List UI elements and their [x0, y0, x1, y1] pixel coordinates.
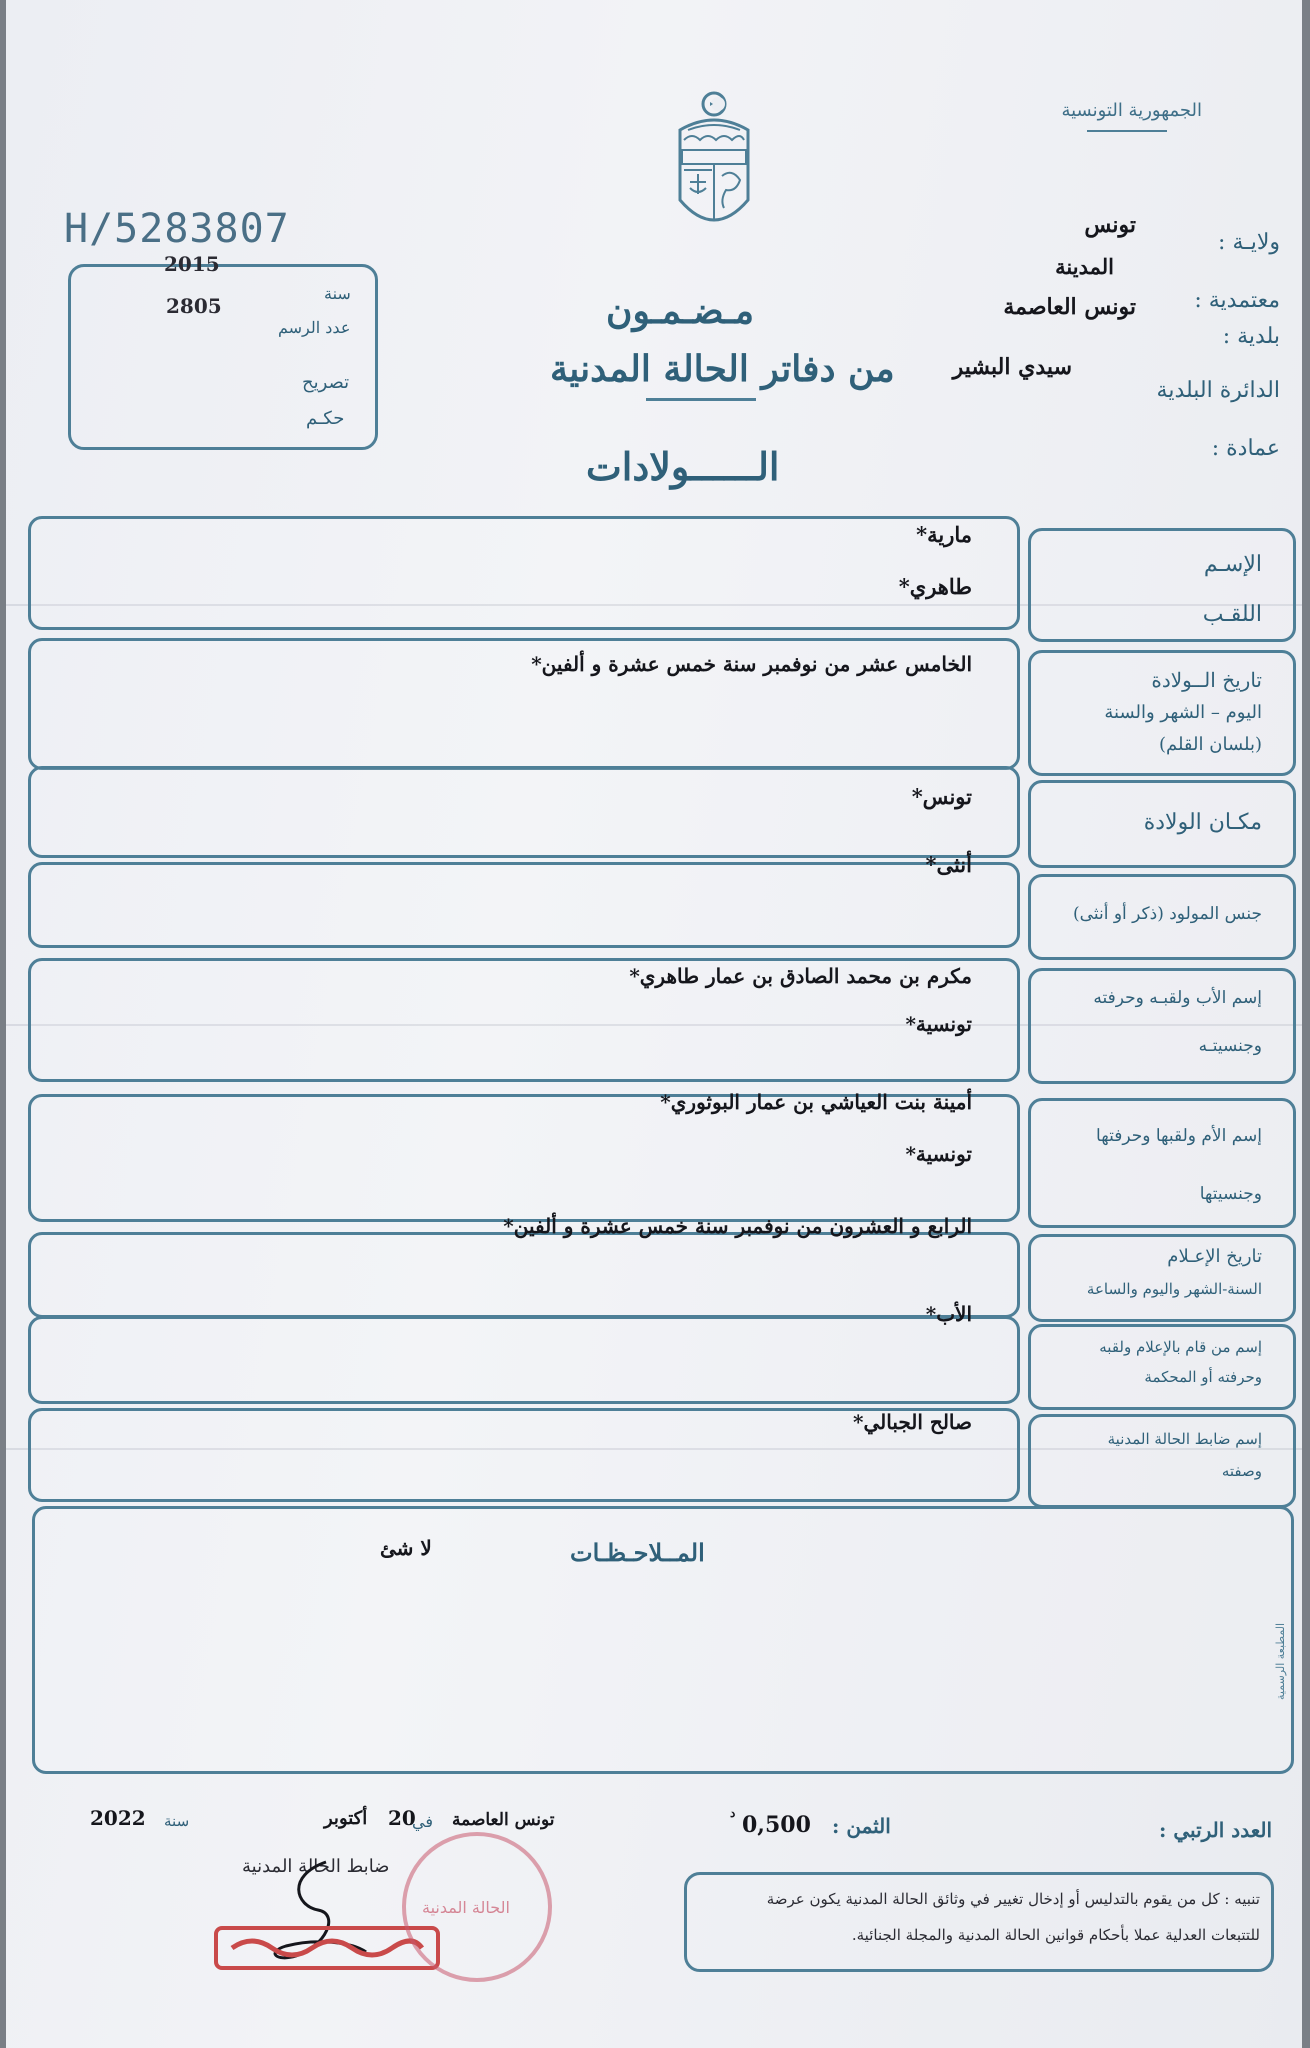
value-father-nationality: تونسية* — [905, 1012, 972, 1036]
label-father: إسم الأب ولقبـه وحرفته — [1093, 988, 1262, 1008]
side-print-text: المطبعة الرسمية — [1274, 1622, 1287, 1700]
label-birth-date-sub: اليوم – الشهر والسنة — [1104, 702, 1262, 723]
motamadiya-value: تونس العاصمة — [1003, 294, 1136, 320]
footer-year-label: سنة — [164, 1812, 190, 1830]
medina-value: المدينة — [1055, 254, 1114, 279]
section-births-title: الــــــولادات — [586, 444, 780, 489]
value-declaration-date: الرابع و العشرون من نوفمبر سنة خمس عشرة و ألفين* — [503, 1214, 972, 1238]
republic-underline — [1087, 130, 1167, 132]
value-box-name — [28, 516, 1020, 630]
notice-line-1: تنبيه : كل من يقوم بالتدليس أو إدخال تغيير في وثائق الحالة المدنية يكون عرضة — [766, 1890, 1260, 1908]
label-box-mother — [1028, 1098, 1296, 1228]
value-mother: أمينة بنت العياشي بن عمار البوثوري* — [660, 1090, 972, 1114]
label-officer-sub: وصفته — [1221, 1462, 1262, 1480]
value-officer: صالح الجبالي* — [853, 1410, 972, 1434]
wilaya-value: تونس — [1084, 212, 1136, 238]
footer-serial-label: العدد الرتبي : — [1159, 1818, 1272, 1842]
value-last-name: طاهري* — [898, 574, 972, 599]
title-registers: من دفاتر الحالة المدنية — [550, 348, 895, 390]
label-declarant: إسم من قام بالإعلام ولقبه — [1099, 1338, 1262, 1356]
serial-number: H/5283807 — [64, 206, 290, 252]
label-declaration-date: تاريخ الإعـلام — [1167, 1246, 1262, 1267]
label-declarant-sub: وحرفته أو المحكمة — [1144, 1368, 1262, 1386]
notice-line-2: للتتبعات العدلية عملا بأحكام قوانين الحالة المدنية والمجلة الجنائية. — [851, 1926, 1260, 1944]
footer-month: أكتوبر — [324, 1808, 368, 1829]
label-mother-nationality: وجنسيتها — [1199, 1184, 1262, 1204]
label-mother: إسم الأم ولقبها وحرفتها — [1096, 1126, 1262, 1146]
value-mother-nationality: تونسية* — [905, 1142, 972, 1166]
value-sex: أنثى* — [925, 852, 972, 877]
stamp-number-label: عدد الرسم — [278, 318, 351, 337]
value-box-declarant — [28, 1316, 1020, 1404]
motamadiya-label: معتمدية : — [1194, 288, 1280, 313]
footer-year-value: 2022 — [90, 1806, 146, 1830]
baladiya-label: بلدية : — [1222, 324, 1280, 349]
wilaya-label: ولايـة : — [1218, 230, 1280, 255]
remarks-label: المــلاحـظـات — [570, 1538, 705, 1567]
notice-box — [684, 1872, 1274, 1972]
value-first-name: مارية* — [916, 522, 972, 547]
footer-city: تونس العاصمة — [452, 1810, 555, 1830]
value-birth-date: الخامس عشر من نوفمبر سنة خمس عشرة و ألفين* — [531, 652, 972, 676]
value-box-birthplace — [28, 766, 1020, 858]
stamp-tasrih-label: تصريح — [302, 372, 350, 393]
omada-label: عمادة : — [1211, 436, 1280, 461]
title-madmoun: مـضـمـون — [606, 290, 754, 332]
daira-label: الدائرة البلدية — [1156, 378, 1280, 403]
stamp-year-value: 2015 — [164, 252, 220, 276]
label-declaration-date-sub: السنة-الشهر واليوم والساعة — [1086, 1280, 1262, 1298]
birth-certificate-paper — [6, 0, 1302, 2048]
label-box-declarant — [1028, 1324, 1296, 1410]
remarks-value: لا شئ — [380, 1536, 432, 1560]
label-sex: جنس المولود (ذكر أو أنثى) — [1073, 904, 1262, 924]
footer-day: 20 — [388, 1806, 416, 1830]
label-birth-date-pen: (بلسان القلم) — [1158, 734, 1262, 755]
stamp-hokm-label: حكـم — [306, 408, 345, 429]
value-declarant: الأب* — [925, 1302, 972, 1326]
tunisia-coat-of-arms-icon — [666, 90, 762, 240]
baladiya-value: سيدي البشير — [952, 354, 1072, 380]
footer-day-prefix: في — [412, 1812, 433, 1831]
footer-price-label: الثمن : — [832, 1814, 891, 1838]
label-birth-place: مكـان الولادة — [1143, 810, 1262, 835]
value-box-declaration-date — [28, 1232, 1020, 1318]
footer-officer-title: ضابط الحالة المدنية — [242, 1856, 390, 1877]
label-officer: إسم ضابط الحالة المدنية — [1107, 1430, 1262, 1448]
label-box-father — [1028, 968, 1296, 1084]
label-first-name: الإسـم — [1203, 552, 1262, 577]
label-box-officer — [1028, 1414, 1296, 1508]
republic-label: الجمهورية التونسية — [1061, 100, 1202, 121]
title-underline — [646, 398, 756, 401]
stamp-number-value: 2805 — [166, 294, 222, 318]
label-father-nationality: وجنسيتـه — [1198, 1036, 1262, 1056]
value-box-sex — [28, 862, 1020, 948]
round-stamp-text: الحالة المدنية — [422, 1898, 510, 1917]
stamp-year-label: سنة — [324, 284, 351, 303]
label-last-name: اللقـب — [1202, 602, 1262, 627]
value-father: مكرم بن محمد الصادق بن عمار طاهري* — [629, 964, 972, 988]
footer-price-value: 0,500 — [742, 1812, 811, 1838]
value-birth-place: تونس* — [911, 784, 972, 809]
footer-price-unit: د — [730, 1806, 736, 1820]
label-birth-date: تاريخ الــولادة — [1151, 668, 1262, 692]
